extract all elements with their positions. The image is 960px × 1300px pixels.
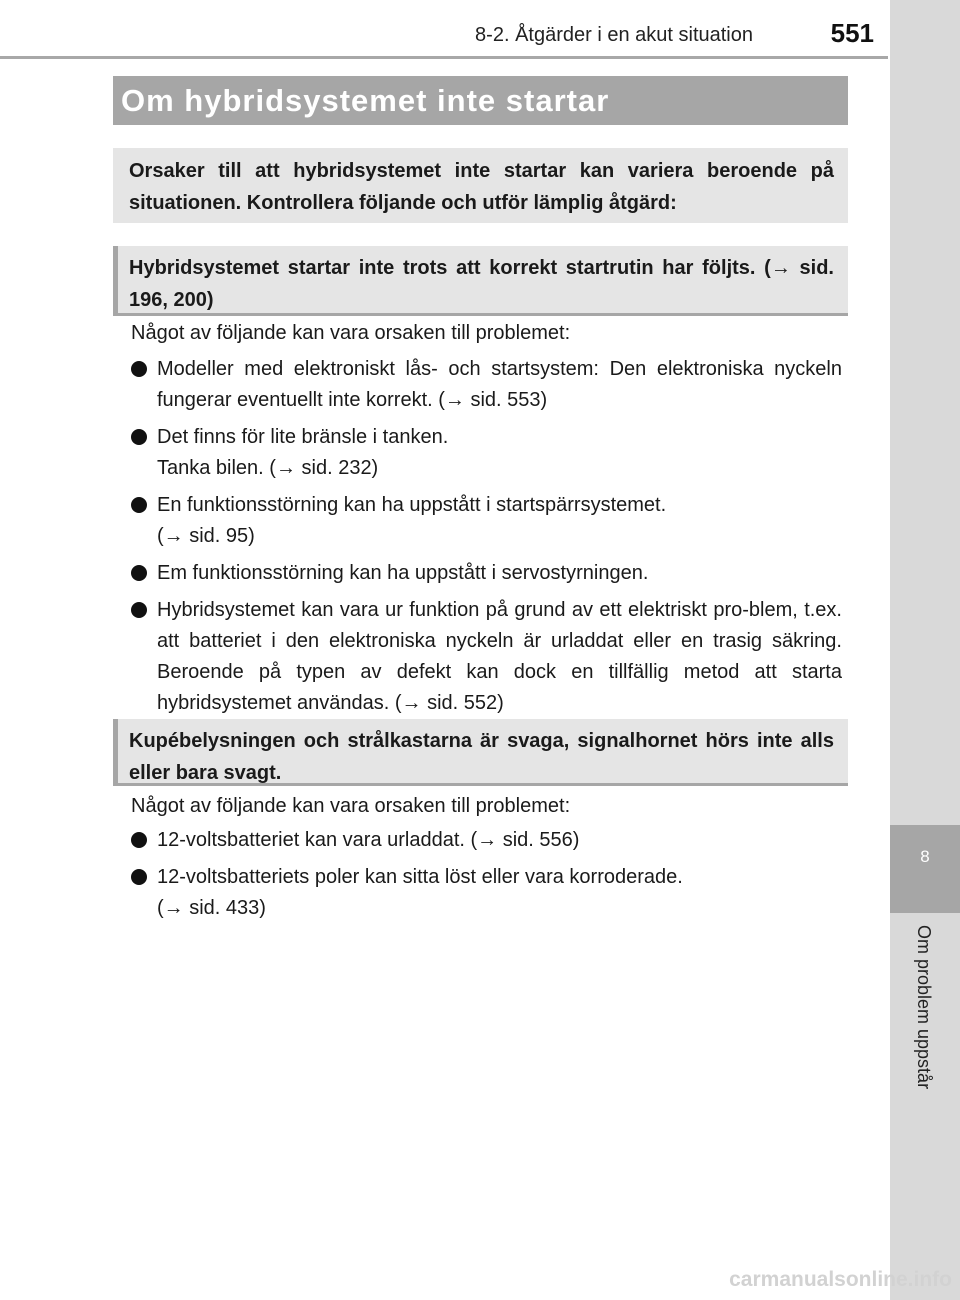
cause-list <box>131 354 842 719</box>
list-item <box>131 422 842 484</box>
bullet-icon <box>131 869 147 885</box>
watermark: carmanualsonline.info <box>729 1268 952 1291</box>
bullet-icon <box>131 602 147 618</box>
list-item-text: En funktionsstörning kan ha uppstått i startspärrsystemet. (→ sid. 95) <box>157 494 667 547</box>
header-title: 8-2. Åtgärder i en akut situation <box>475 24 753 46</box>
page-header <box>0 0 888 58</box>
list-item <box>131 825 842 856</box>
section-title: Om hybridsystemet inte startar <box>113 76 848 125</box>
chapter-side-tab <box>890 0 960 1300</box>
cause-list <box>131 825 842 924</box>
chapter-number-box <box>890 825 960 913</box>
header-divider <box>0 56 888 59</box>
bullet-icon <box>131 832 147 848</box>
section-intro: Orsaker till att hybridsystemet inte startar kan variera beroende på situationen. Kontrollera följande och utför lämplig åtgärd: <box>113 148 848 223</box>
bullet-icon <box>131 497 147 513</box>
list-item-text: Det finns för lite bränsle i tanken. Tanka bilen. (→ sid. 232) <box>157 426 449 479</box>
chapter-number: 8 <box>920 847 930 866</box>
subsection-heading: Hybridsystemet startar inte trots att korrekt startrutin har följts. (→ sid. 196, 200) <box>113 246 848 316</box>
page-number: 551 <box>830 18 874 48</box>
list-item <box>131 354 842 416</box>
list-item-text: Hybridsystemet kan vara ur funktion på grund av ett elektriskt pro-blem, t.ex. att batteriet i den elektroniska nyckeln är urladdat eller en trasig säkring. Beroende på typen av defekt kan dock en tillfällig metod att starta hybridsystemet användas. (→ sid. 552) <box>157 599 842 714</box>
list-item-text: 12-voltsbatteriet kan vara urladdat. (→ sid. 556) <box>157 829 580 851</box>
list-item <box>131 595 842 719</box>
list-item-text: Em funktionsstörning kan ha uppstått i servostyrningen. <box>157 562 649 584</box>
list-item <box>131 558 842 589</box>
subsection-lead: Något av följande kan vara orsaken till problemet: <box>131 795 571 817</box>
subsection-heading: Kupébelysningen och strålkastarna är svaga, signalhornet hörs inte alls eller bara svagt. <box>113 719 848 786</box>
list-item <box>131 862 842 924</box>
chapter-label: Om problem uppstår <box>914 925 934 1090</box>
bullet-icon <box>131 429 147 445</box>
subsection-lead: Något av följande kan vara orsaken till problemet: <box>131 322 571 344</box>
bullet-icon <box>131 361 147 377</box>
list-item-text: 12-voltsbatteriets poler kan sitta löst eller vara korroderade. (→ sid. 433) <box>157 866 683 919</box>
bullet-icon <box>131 565 147 581</box>
list-item <box>131 490 842 552</box>
list-item-text: Modeller med elektroniskt lås- och startsystem: Den elektroniska nyckeln fungerar eventuellt inte korrekt. (→ sid. 553) <box>157 358 842 411</box>
